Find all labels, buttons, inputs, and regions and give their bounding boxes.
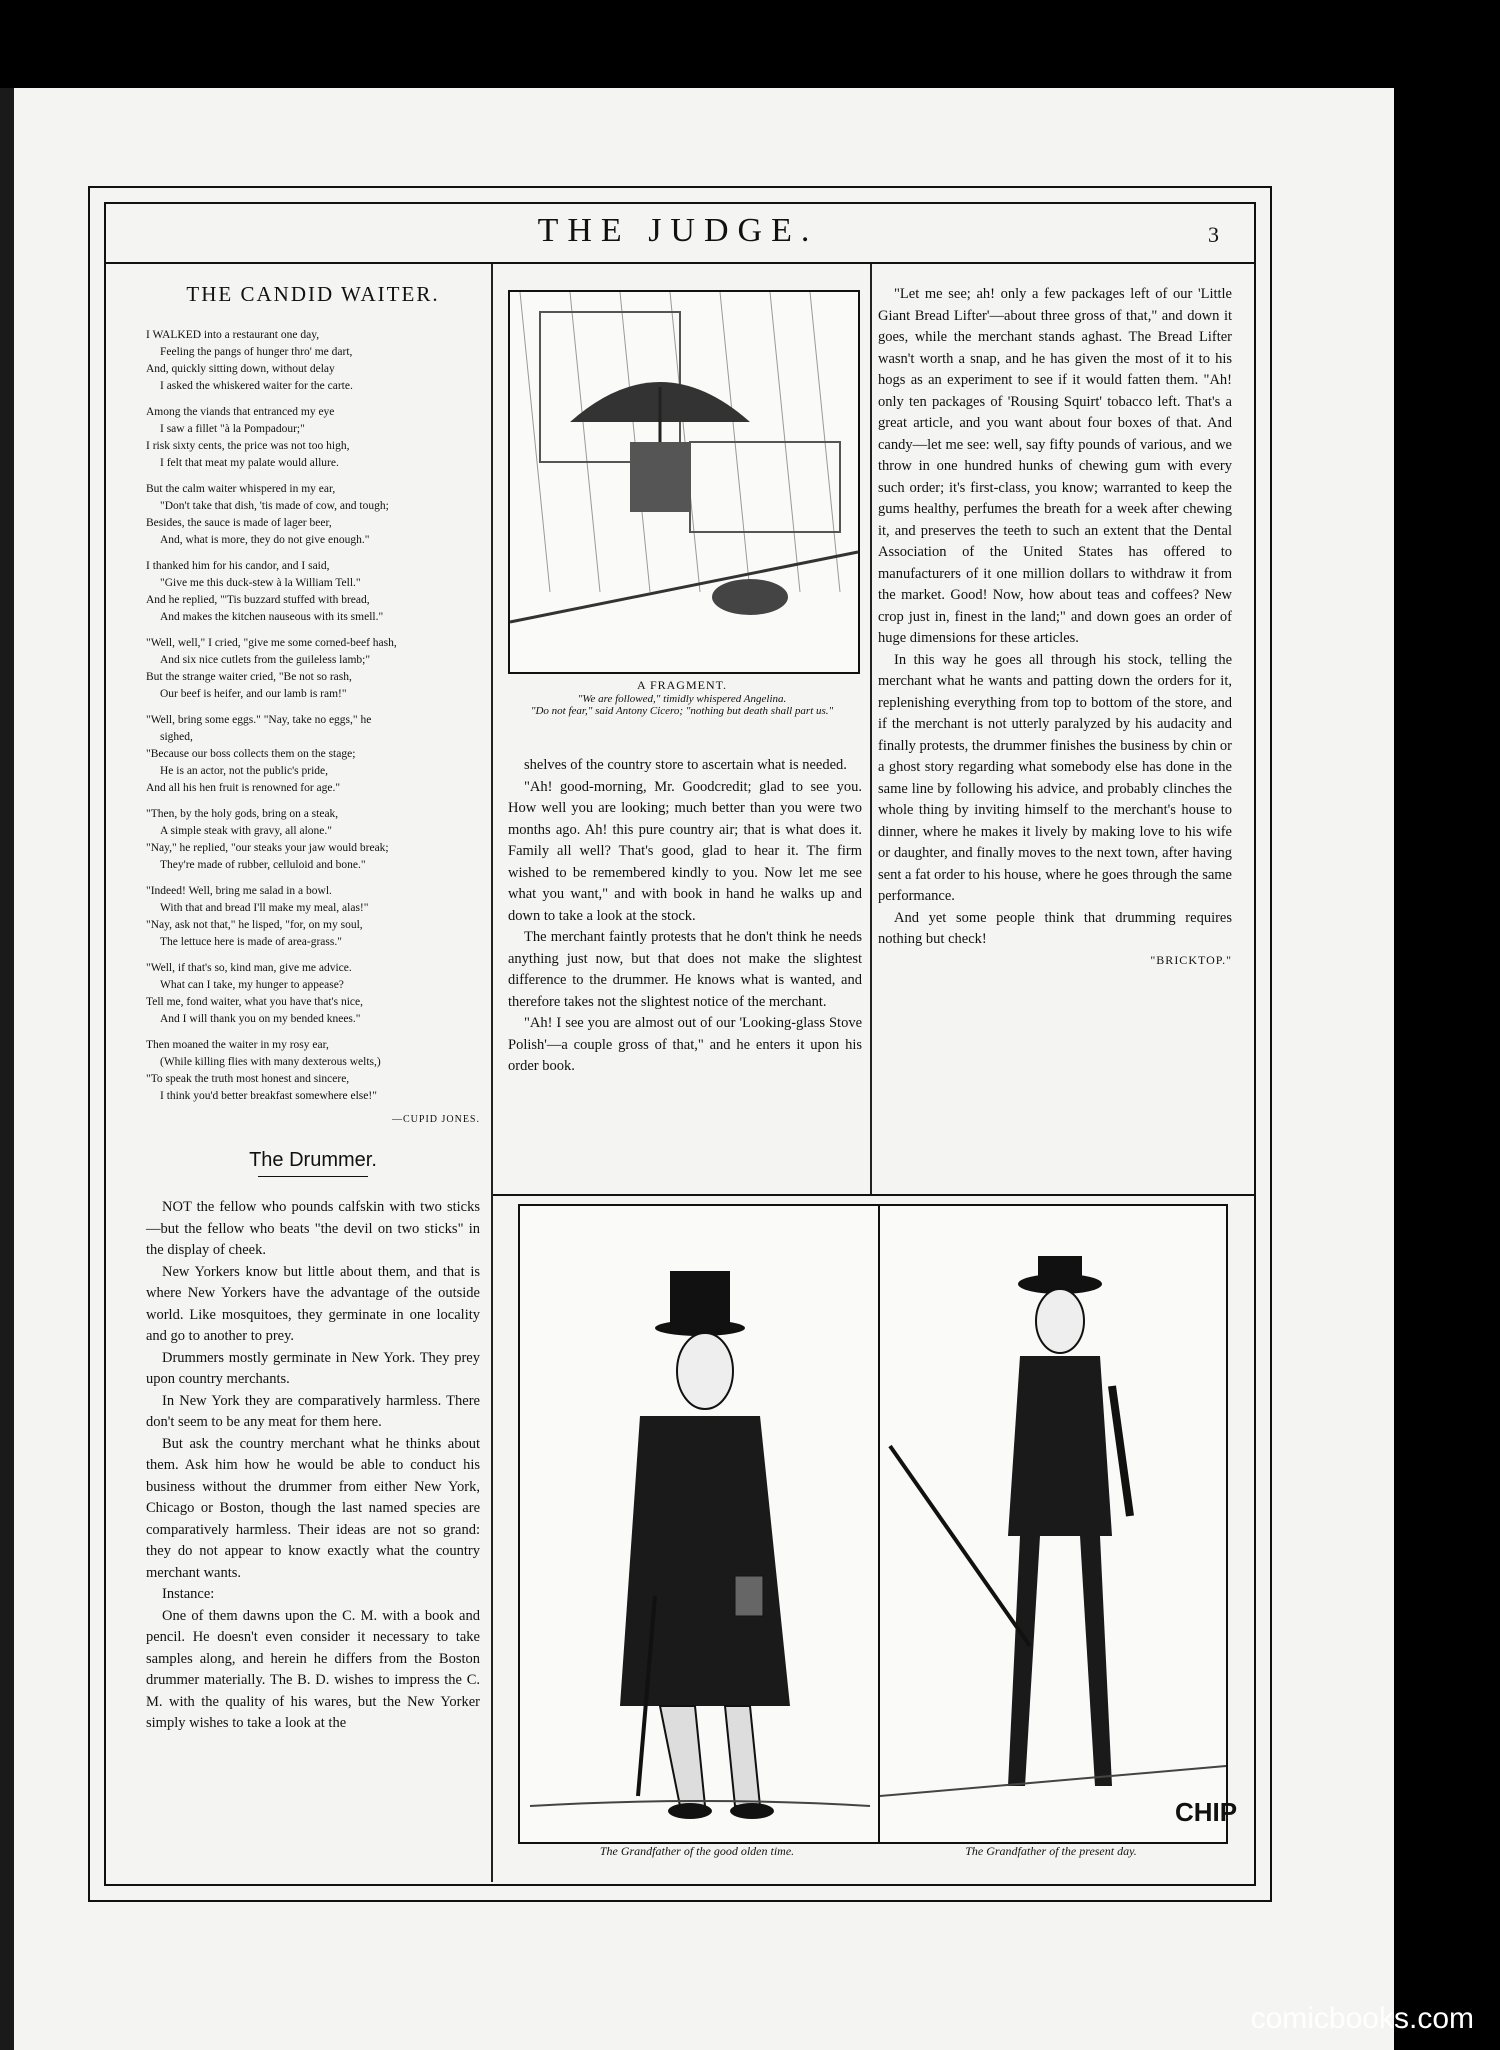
column-rule-1 [491,264,493,1882]
grandfather-modern-figure [880,1206,1238,1842]
column-left [146,282,480,1735]
poem-line: "To speak the truth most honest and sincere, [146,1073,350,1085]
poem-line: And six nice cutlets from the guileless lamb;" [160,654,371,666]
poem-line: Besides, the sauce is made of lager beer, [146,517,332,529]
article-paragraph: And yet some people think that drumming requires nothing but check! [878,909,1232,947]
poem-stanza [146,327,480,395]
poem-line: Our beef is heifer, and our lamb is ram!" [160,688,347,700]
article-paragraph: Instance: [162,1586,215,1602]
article-paragraph: The merchant faintly protests that he don't think he needs anything just now, but that does not make the slightest difference to the drummer. He knows what is wanted, and therefore takes not the slightest notice of the merchant. [508,929,862,1010]
article-paragraph: New Yorkers know but little about them, and that is where New Yorkers have the advantage of the outside world. Like mosquitoes, they germinate in one locality and go to another to prey. [146,1263,480,1344]
poem-stanza [146,635,480,703]
umbrella-rain-drawing [510,292,858,672]
article-paragraph: But ask the country merchant what he thinks about them. Ask him how he would be able to conduct his business without the drummer from either New York, Chicago or Boston, though the last named species are comparatively harmless. Their ideas are not so grand: they do not appear to know exactly what the country merchant wants. [146,1435,480,1581]
poem-stanza [146,712,480,797]
poem-line: But the strange waiter cried, "Be not so rash, [146,671,352,683]
column-right [878,284,1232,968]
poem-stanza [146,404,480,472]
poem-stanza [146,960,480,1028]
poem-line: "Indeed! Well, bring me salad in a bowl. [146,885,332,897]
poem-line: He is an actor, not the public's pride, [160,765,328,777]
article-paragraph: NOT the fellow who pounds calfskin with two sticks—but the fellow who beats "the devil on two sticks" in the display of cheek. [146,1199,480,1258]
fragment-caption [508,678,856,717]
cartoon-caption-left: The Grandfather of the good olden time. [599,1844,795,1858]
page-number: 3 [1208,222,1219,247]
cartoon-panel-right [878,1204,1238,1844]
grandfather-old-figure [520,1206,878,1842]
poem-line: Tell me, fond waiter, what you have that's nice, [146,996,364,1008]
cartoon-top-rule [493,1194,1254,1196]
article-column-2 [508,755,862,1078]
poem-line: (While killing flies with many dexterous welts,) [160,1056,381,1068]
poem-line: "Nay, ask not that," he lisped, "for, on my soul, [146,919,363,931]
poem-line: The lettuce here is made of area-grass." [160,936,342,948]
masthead-rule [104,262,1254,264]
poem-line: A simple steak with gravy, all alone." [160,825,332,837]
scan-gutter [0,88,14,2050]
article-column-1 [146,1197,480,1735]
article-paragraph: "Ah! good-morning, Mr. Goodcredit; glad to see you. How well you are looking; much better than you were two months ago. Ah! this pure country air; that is what does it. Family all well? That's good, glad to hear it. The firm wished to be remembered kindly to you. Now let me see what you want," and with book in hand he walks up and down to take a look at the stock. [508,778,862,924]
poem-line: I saw a fillet "à la Pompadour;" [160,423,305,435]
poem-line: Among the viands that entranced my eye [146,406,335,418]
poem-stanza [146,806,480,874]
poem-line: "Then, by the holy gods, bring on a steak, [146,808,339,820]
poem-title: THE CANDID WAITER. [186,282,440,306]
poem-line: And, quickly sitting down, without delay [146,363,335,375]
masthead-title: THE JUDGE. [537,212,819,249]
poem-body [146,327,480,1105]
article-title: The Drummer. [249,1149,377,1171]
poem-line: And he replied, "'Tis buzzard stuffed with bread, [146,594,370,606]
fragment-title: A FRAGMENT. [636,678,728,692]
article-paragraph: In New York they are comparatively harmless. There don't seem to be any meat for them here. [146,1392,480,1430]
poem-stanza [146,1037,480,1105]
article-paragraph: In this way he goes all through his stock, telling the merchant what he wants and patting down the orders for it, replenishing everything from top to bottom of the store, and if the merchant is not utterly paralyzed by his audacity and finally protests, the drummer finishes the business by chin or a ghost story regarding what somebody else has done in the same line by following his advice, and probably clinches the whole thing by inviting himself to the merchant's house to dinner, where he makes it lively by making love to his wife or daughter, and finally moves to the next town, after having sent a fat order to his house, where he goes through the same performance. [878,651,1232,904]
article-paragraph: shelves of the country store to ascertain what is needed. [524,757,847,773]
poem-line: I thanked him for his candor, and I said, [146,560,330,572]
title-rule [258,1176,368,1177]
poem-stanza [146,883,480,951]
cartoon-panel-left [518,1204,880,1844]
poem-line: "Well, bring some eggs." "Nay, take no eggs," he [146,714,372,726]
poem-line: "Give me this duck-stew à la William Tell." [160,577,361,589]
fragment-illustration [508,290,860,674]
poem-line: Then moaned the waiter in my rosy ear, [146,1039,329,1051]
article-paragraph: "Ah! I see you are almost out of our 'Looking-glass Stove Polish'—a couple gross of that," and he enters it upon his order book. [508,1015,862,1074]
poem-line: "Well, well," I cried, "give me some corned-beef hash, [146,637,397,649]
watermark-text: comicbooks.com [1250,2002,1474,2035]
article-paragraph: One of them dawns upon the C. M. with a book and pencil. He doesn't even consider it necessary to take samples along, and herein he differs from the Boston drummer materially. The B. D. wishes to impress the C. M. with the quality of his wares, but the New Yorker simply wishes to take a look at the [146,1607,480,1731]
poem-line: What can I take, my hunger to appease? [160,979,344,991]
poem-line: "Don't take that dish, 'tis made of cow, and tough; [160,500,389,512]
poem-line: And all his hen fruit is renowned for age." [146,782,341,794]
fragment-caption-line-2: "Do not fear," said Antony Cicero; "nothing but death shall part us." [530,705,834,717]
poem-line: "Nay," he replied, "our steaks your jaw would break; [146,842,389,854]
poem-line: With that and bread I'll make my meal, alas!" [160,902,369,914]
poem-line: I asked the whiskered waiter for the carte. [160,380,353,392]
poem-line: And I will thank you on my bended knees." [160,1013,361,1025]
poem-line: I WALKED into a restaurant one day, [146,329,320,341]
poem-stanza [146,558,480,626]
poem-stanza [146,481,480,549]
poem-line: Feeling the pangs of hunger thro' me dart, [160,346,353,358]
column-rule-2 [870,264,872,1194]
article-paragraph: Drummers mostly germinate in New York. They prey upon country merchants. [146,1349,480,1387]
article-signature: "BRICKTOP." [1150,952,1232,967]
poem-line: "Because our boss collects them on the stage; [146,748,356,760]
poem-line: I think you'd better breakfast somewhere else!" [160,1090,377,1102]
poem-line: But the calm waiter whispered in my ear, [146,483,336,495]
poem-line: I felt that meat my palate would allure. [160,457,339,469]
fragment-caption-line-1: "We are followed," timidly whispered Angelina. [577,693,787,705]
cartoon-caption-right: The Grandfather of the present day. [965,1844,1137,1858]
article-column-3 [878,284,1232,951]
article-paragraph: "Let me see; ah! only a few packages left of our 'Little Giant Bread Lifter'—about three gross of that," and down it goes, while the merchant stands aghast. The Bread Lifter wasn't worth a snap, and he has given the most of it to his hogs as an experiment to see if it would fatten them. "Ah! only ten packages of 'Rousing Squirt' tobacco left. That's a great article, and you want about four boxes of that. And candy—let me see: well, say fifty pounds of various, and we throw in one hundred hunks of chewing gum with every such order; it's first-class, you know; warranted to keep the gums healthy, perfumes the breath for a week after chewing it, and preserves the teeth to such an extent that the Dental Association of the United States has offered to manufacturers of it one million dollars to withdraw it from the market. Good! Now, how about teas and coffees? New crop just in, finest in the land;" and down goes an order of huge dimensions for these articles. [878,286,1232,646]
poem-line: They're made of rubber, celluloid and bone." [160,859,366,871]
poem-line: And, what is more, they do not give enough." [160,534,370,546]
poem-signature: —CUPID JONES. [391,1114,480,1125]
poem-line: sighed, [160,731,193,743]
poem-line: I risk sixty cents, the price was not too high, [146,440,350,452]
poem-line: "Well, if that's so, kind man, give me advice. [146,962,352,974]
poem-line: And makes the kitchen nauseous with its smell." [160,611,384,623]
artist-signature: CHIP [1175,1797,1238,1827]
